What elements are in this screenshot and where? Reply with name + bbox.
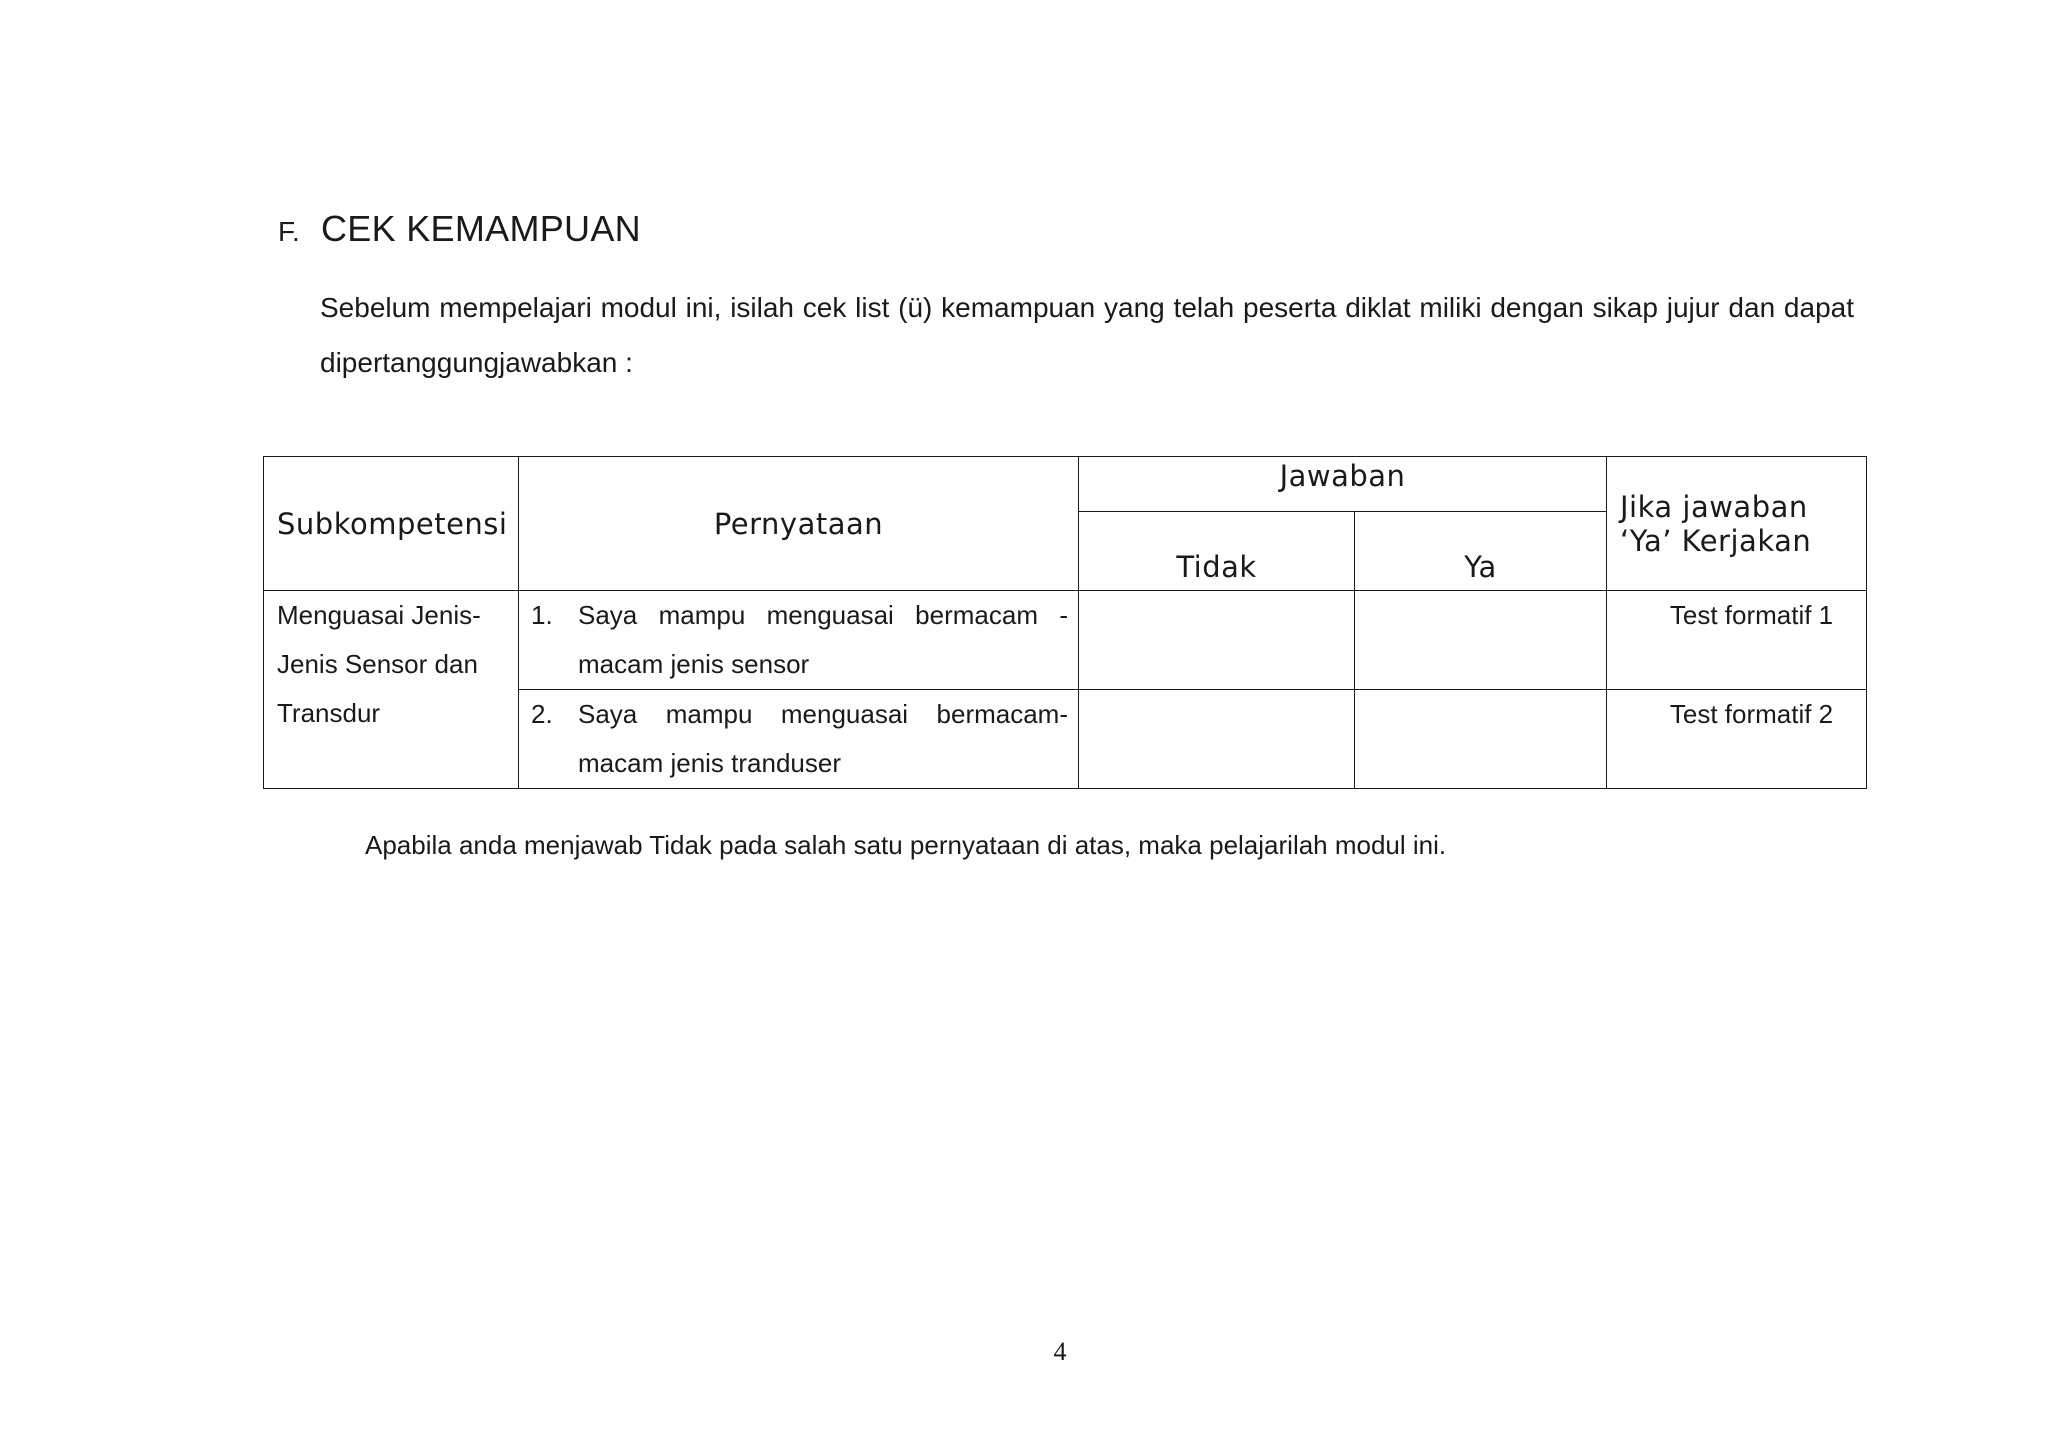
footnote-text: Apabila anda menjawab Tidak pada salah satu pernyataan di atas, maka pelajarilah modul ini.	[365, 830, 1447, 860]
page-number: 4	[1053, 1337, 1067, 1366]
header-jika-jawaban	[1607, 457, 1867, 591]
header-subkompetensi: Subkompetensi	[264, 457, 519, 591]
answer-tidak-cell-2[interactable]	[1079, 690, 1355, 789]
table-row	[264, 591, 1867, 690]
section-letter: F.	[278, 216, 300, 247]
table-header-row	[264, 457, 1867, 512]
statement-text-1: Saya mampu menguasai bermacam - macam jenis sensor	[578, 600, 1068, 679]
statement-cell-1	[519, 591, 1079, 690]
intro-paragraph: Sebelum mempelajari modul ini, isilah cek list (ü) kemampuan yang telah peserta diklat miliki dengan sikap jujur dan dapat dipertanggungjawabkan :	[320, 292, 1854, 378]
statement-number-2: 2.	[531, 699, 553, 729]
statement-text-2: Saya mampu menguasai bermacam-macam jenis tranduser	[578, 699, 1068, 778]
checklist-table	[263, 456, 1867, 789]
header-tidak: Tidak	[1079, 512, 1355, 591]
answer-ya-cell-2[interactable]	[1355, 690, 1607, 789]
header-jika-line1: Jika jawaban	[1620, 489, 1808, 524]
test-formatif-cell-1: Test formatif 1	[1607, 591, 1867, 690]
statement-cell-2	[519, 690, 1079, 789]
header-pernyataan: Pernyataan	[519, 457, 1079, 591]
header-jawaban: Jawaban	[1079, 457, 1607, 512]
header-ya: Ya	[1355, 512, 1607, 591]
subkompetensi-cell: Menguasai Jenis-Jenis Sensor dan Transdur	[264, 591, 519, 789]
header-jika-line2: ‘Ya’ Kerjakan	[1620, 523, 1812, 558]
answer-tidak-cell-1[interactable]	[1079, 591, 1355, 690]
section-title: CEK KEMAMPUAN	[321, 208, 641, 249]
test-formatif-cell-2: Test formatif 2	[1607, 690, 1867, 789]
section-heading	[278, 208, 641, 250]
answer-ya-cell-1[interactable]	[1355, 591, 1607, 690]
statement-number-1: 1.	[531, 600, 553, 630]
